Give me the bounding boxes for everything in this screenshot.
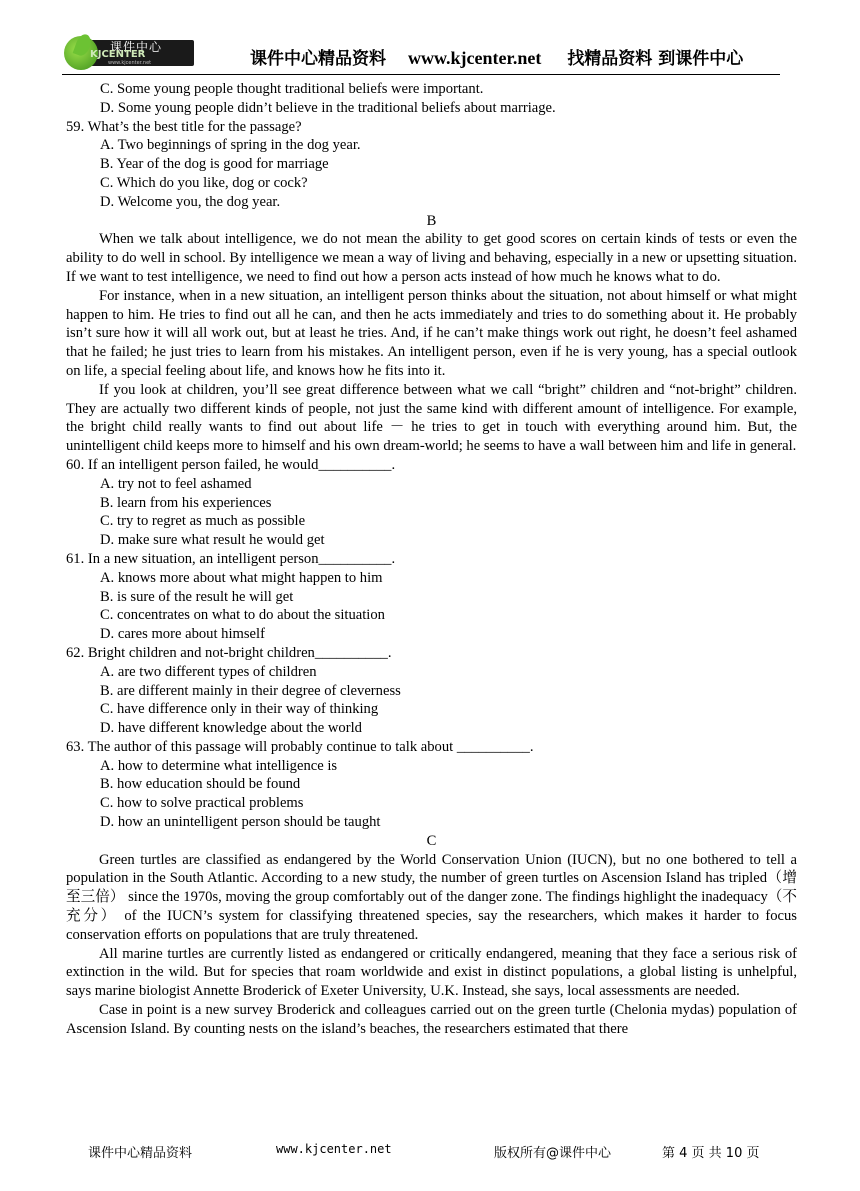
kjcenter-logo	[62, 34, 194, 72]
document-body	[66, 80, 797, 1039]
answer-option: B. Year of the dog is good for marriage	[100, 156, 329, 173]
passage-paragraph: All marine turtles are currently listed as endangered or critically endangered, meaning that they face a serious risk of extinction in the wild. But for species that roam worldwide and exist in distinct populations, a global listing is unhelpful, says marine biologist Annette Broderick of Exeter University, U.K. Instead, she says, local assessments are needed.	[66, 945, 797, 1000]
answer-option: A. how to determine what intelligence is	[100, 757, 338, 774]
answer-option: D. make sure what result he would get	[100, 532, 325, 549]
answer-option: D. Welcome you, the dog year.	[100, 193, 281, 210]
logo-english-text: KJCENTER	[90, 49, 146, 60]
answer-option: D. how an unintelligent person should be taught	[100, 814, 381, 831]
passage-paragraph: If you look at children, you’ll see great difference between what we call “bright” children and “not-bright” children. They are actually two different kinds of people, not just the same kind with different amount of intelligence. For example, the bright child really wants to find out about life － he tries to get in touch with everything around him. But, the unintelligent child keeps more to himself and his own dream-world; he seems to have a wall between him and life in general.	[66, 381, 797, 455]
answer-option: B. is sure of the result he will get	[100, 588, 294, 605]
answer-option: C. try to regret as much as possible	[100, 513, 306, 530]
footer-left-text: 课件中心精品资料	[88, 1146, 193, 1161]
question-stem: 59. What’s the best title for the passage?	[66, 118, 302, 135]
header-left-text: 课件中心精品资料	[250, 49, 386, 69]
question-stem: 61. In a new situation, an intelligent person__________.	[66, 550, 396, 567]
logo-chinese-text: 课件中心	[110, 40, 163, 54]
answer-option: C. Which do you like, dog or cock?	[100, 174, 308, 191]
answer-option: A. Two beginnings of spring in the dog year.	[100, 137, 361, 154]
question-stem: 63. The author of this passage will probably continue to talk about __________.	[66, 738, 534, 755]
header-tagline	[250, 44, 743, 69]
answer-option: D. have different knowledge about the world	[100, 720, 362, 737]
answer-option: C. concentrates on what to do about the situation	[100, 607, 385, 624]
header-divider	[62, 74, 780, 75]
footer-site-link[interactable]: www.kjcenter.net	[276, 1142, 392, 1156]
answer-option: C. have difference only in their way of thinking	[100, 701, 379, 718]
answer-option: A. are two different types of children	[100, 663, 317, 680]
answer-option: A. knows more about what might happen to him	[100, 569, 383, 586]
answer-option: C. Some young people thought traditional beliefs were important.	[100, 81, 484, 97]
logo-url-text: www.kjcenter.net	[108, 60, 152, 66]
answer-option: B. are different mainly in their degree of cleverness	[100, 682, 401, 699]
answer-option: C. how to solve practical problems	[100, 795, 304, 812]
page-header	[62, 30, 780, 74]
answer-option: D. cares more about himself	[100, 626, 265, 643]
passage-paragraph: Case in point is a new survey Broderick and colleagues carried out on the green turtle (Chelonia mydas) population of Ascension Island. By counting nests on the island’s beaches, the researchers estimated that there	[66, 1002, 797, 1037]
section-heading: B	[426, 212, 437, 229]
header-site-link[interactable]: www.kjcenter.net	[408, 48, 542, 68]
section-heading: C	[426, 832, 437, 849]
answer-option: A. try not to feel ashamed	[100, 475, 252, 492]
answer-option: B. how education should be found	[100, 776, 301, 793]
header-right-text: 找精品资料 到课件中心	[567, 49, 744, 69]
question-stem: 62. Bright children and not-bright children__________.	[66, 644, 392, 661]
answer-option: B. learn from his experiences	[100, 494, 272, 511]
footer-page-number: 第 4 页 共 10 页	[662, 1146, 760, 1161]
passage-paragraph: When we talk about intelligence, we do not mean the ability to get good scores on certain kinds of tests or even the ability to do well in school. By intelligence we mean a way of living and behaving, especially in a new or upsetting situation. If we want to test intelligence, we need to find out how a person acts instead of how much he knows what to do.	[66, 231, 797, 285]
passage-paragraph: For instance, when in a new situation, an intelligent person thinks about the situation, not about himself or what might happen to him. He tries to find out all he can, and then he acts immediately and tries to do something about it. He probably isn’t sure how it will all work out, but at least he tries. And, if he can’t make things work out right, he doesn’t feel ashamed that he failed; he just tries to learn from his mistakes. An intelligent person, even if he is very young, has a special outlook on life, a special feeling about life, and knows how he fits into it.	[66, 287, 797, 379]
passage-paragraph: Green turtles are classified as endangered by the World Conservation Union (IUCN), but no one bothered to tell a population in the South Atlantic. According to a new study, the number of green turtles on Ascension Island has tripled（增至三倍） since the 1970s, moving the group comfortably out of the danger zone. The findings highlight the inadequacy（不充分） of the IUCN’s system for classifying threatened species, say the researchers, which makes it harder to focus conservation efforts on populations that are truly threatened.	[66, 851, 797, 943]
question-stem: 60. If an intelligent person failed, he would__________.	[66, 456, 396, 473]
answer-option: D. Some young people didn’t believe in the traditional beliefs about marriage.	[100, 99, 556, 116]
footer-copyright: 版权所有@课件中心	[494, 1146, 612, 1161]
